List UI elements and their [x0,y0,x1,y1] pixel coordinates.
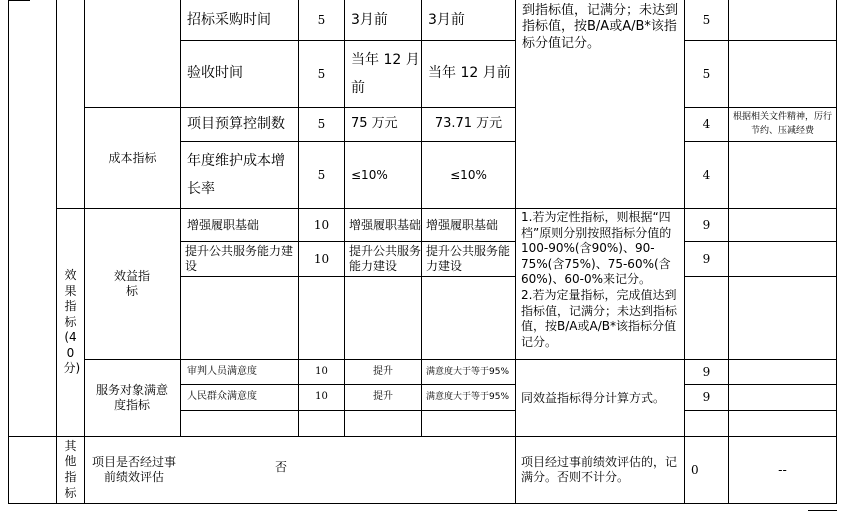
row-accept-time-got: 5 [702,66,711,81]
row-budget-got: 4 [702,117,711,131]
other-indicator-label: 其他指标 [64,438,77,500]
row-budget-name: 项目预算控制数 [187,115,285,132]
row-sat1-actual: 满意度大于等于95% [426,366,510,377]
row-perf1-actual: 增强履职基础 [426,217,499,232]
effect-indicator-cell [57,209,84,436]
row-accept-time-score: 5 [317,66,326,81]
row-sat2-score: 10 [315,391,328,403]
row-budget-note: 根据相关文件精神，厉行节约、压减经费 [732,112,832,136]
row-perf1-name: 增强履职基础 [187,217,260,232]
pre-eval-score: 0 [691,462,699,477]
other-indicator-cell [57,437,84,503]
row-sat2-target: 提升 [373,391,393,403]
row-sat2-actual: 满意度大于等于95% [426,392,510,403]
row-sat1-score: 10 [315,365,328,377]
pre-eval-rule: 项目经过事前绩效评估的，记满分。否则不计分。 [521,455,678,484]
row-perf2-target: 提升公共服务能力建设 [349,244,421,273]
row-perf2-got: 9 [702,251,711,266]
effect-indicator-label: 效果指标(40分) [63,267,81,376]
row-perf1-score: 10 [313,217,330,232]
row-sat2-name: 人民群众满意度 [187,391,257,403]
benefit-indicator-label: 效益指标 [113,269,150,298]
row-accept-time-actual: 当年 12 月前 [428,65,511,82]
pre-eval-note: -- [778,462,787,477]
row-budget-actual: 73.71 万元 [434,116,503,132]
row-perf2-actual: 提升公共服务能力建设 [426,244,511,273]
rule-benefit-1: 1.若为定性指标，则根据“四档”原则分别按照指标分值的100-90%(含90%)、90-75%(含75%)、75-60%(含60%)、60-0%来记分。 [521,210,672,287]
row-perf1-got: 9 [702,217,711,232]
row-sat1-target: 提升 [373,365,393,377]
rule-satisfaction: 同效益指标得分计算方式。 [521,390,666,405]
satisfaction-indicator-label: 服务对象满意度指标 [96,383,168,412]
row-maintenance-actual: ≤10% [450,167,487,182]
row-maintenance-got: 4 [702,167,711,182]
row-bid-time-actual: 3月前 [428,11,465,28]
row-accept-time-name: 验收时间 [187,65,243,82]
row-perf1-target: 增强履职基础 [349,217,421,232]
row-sat1-name: 审判人员满意度 [187,365,257,377]
row-sat1-got: 9 [702,364,711,379]
pre-eval-question: 项目是否经过事前绩效评估 [91,455,176,484]
rule-benefit-block [516,210,684,358]
row-accept-time-target: 当年 12 月前 [351,52,420,96]
pre-eval-answer: 否 [274,459,287,474]
row-bid-time-name: 招标采购时间 [187,11,271,28]
row-bid-time-target: 3月前 [351,11,388,28]
row-perf2-score: 10 [313,251,330,266]
row-maintenance-name: 年度维护成本增长率 [187,153,285,197]
rule-benefit-2: 2.若为定量指标，完成值达到指标值，记满分；未达到指标值，按B/A或A/B*该指标分值记分。 [521,287,678,349]
rule-top: 到指标值，记满分；未达到指标值，按B/A或A/B*该指标分值记分。 [522,3,679,51]
row-bid-time-got: 5 [702,13,711,27]
row-budget-score: 5 [317,117,326,131]
row-budget-target: 75 万元 [351,116,398,132]
row-perf2-name: 提升公共服务能力建设 [185,244,294,273]
row-maintenance-score: 5 [317,167,326,182]
row-maintenance-target: ≤10% [351,167,388,182]
row-bid-time-score: 5 [317,13,326,27]
row-sat2-got: 9 [702,390,711,404]
cost-indicator-label: 成本指标 [108,150,157,165]
